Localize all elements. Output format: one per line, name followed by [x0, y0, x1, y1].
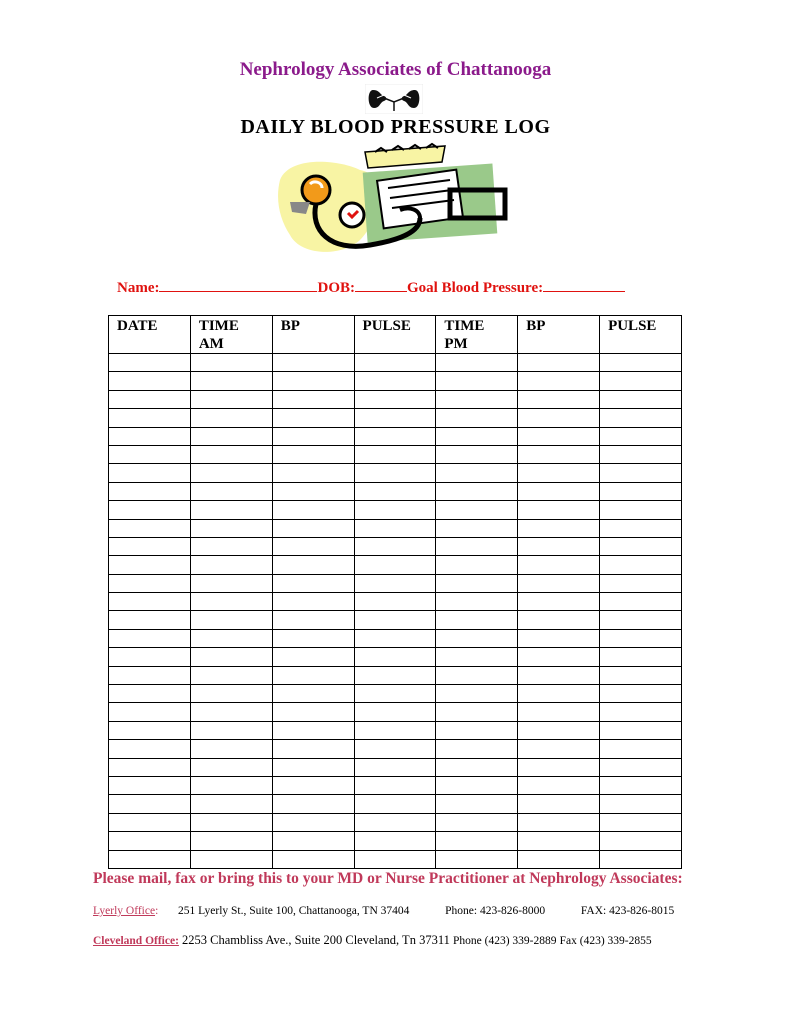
log-cell[interactable] — [354, 648, 436, 666]
log-cell[interactable] — [190, 537, 272, 555]
log-cell[interactable] — [109, 832, 191, 850]
log-cell[interactable] — [354, 574, 436, 592]
blood-pressure-log-table — [108, 315, 682, 869]
table-row — [109, 501, 682, 519]
log-cell[interactable] — [518, 703, 600, 721]
log-cell[interactable] — [190, 372, 272, 390]
log-cell[interactable] — [272, 593, 354, 611]
log-cell[interactable] — [518, 832, 600, 850]
log-cell[interactable] — [354, 850, 436, 868]
log-cell[interactable] — [272, 611, 354, 629]
log-cell[interactable] — [600, 721, 682, 739]
log-cell[interactable] — [190, 758, 272, 776]
log-cell[interactable] — [109, 519, 191, 537]
log-cell[interactable] — [436, 776, 518, 794]
table-row — [109, 758, 682, 776]
log-cell[interactable] — [109, 850, 191, 868]
log-cell[interactable] — [600, 740, 682, 758]
log-cell[interactable] — [436, 721, 518, 739]
log-cell[interactable] — [518, 445, 600, 463]
log-cell[interactable] — [600, 832, 682, 850]
log-cell[interactable] — [272, 482, 354, 500]
log-cell[interactable] — [518, 427, 600, 445]
log-cell[interactable] — [190, 501, 272, 519]
log-cell[interactable] — [190, 390, 272, 408]
log-cell[interactable] — [600, 850, 682, 868]
log-cell[interactable] — [518, 850, 600, 868]
log-cell[interactable] — [600, 427, 682, 445]
log-cell[interactable] — [272, 556, 354, 574]
log-cell[interactable] — [600, 629, 682, 647]
table-row — [109, 666, 682, 684]
table-row — [109, 703, 682, 721]
log-cell[interactable] — [109, 703, 191, 721]
log-cell[interactable] — [518, 776, 600, 794]
log-cell[interactable] — [190, 556, 272, 574]
log-cell[interactable] — [272, 574, 354, 592]
log-cell[interactable] — [600, 685, 682, 703]
log-cell[interactable] — [272, 721, 354, 739]
col-time-am-header: TIME AM — [190, 316, 272, 354]
log-cell[interactable] — [354, 795, 436, 813]
log-cell[interactable] — [354, 482, 436, 500]
table-row — [109, 593, 682, 611]
cleveland-phone: Phone (423) 339-2889 — [452, 935, 557, 947]
log-cell[interactable] — [272, 648, 354, 666]
log-cell[interactable] — [600, 519, 682, 537]
lyerly-phone: Phone: 423-826-8000 — [445, 905, 546, 917]
log-cell[interactable] — [518, 666, 600, 684]
log-cell[interactable] — [436, 501, 518, 519]
log-cell[interactable] — [436, 813, 518, 831]
log-cell[interactable] — [354, 445, 436, 463]
log-cell[interactable] — [109, 629, 191, 647]
log-cell[interactable] — [600, 758, 682, 776]
log-cell[interactable] — [436, 372, 518, 390]
organization-name: Nephrology Associates of Chattanooga — [239, 59, 552, 80]
log-cell[interactable] — [109, 776, 191, 794]
log-cell[interactable] — [436, 629, 518, 647]
log-cell[interactable] — [436, 593, 518, 611]
log-cell[interactable] — [190, 721, 272, 739]
table-row — [109, 354, 682, 372]
log-cell[interactable] — [354, 390, 436, 408]
log-cell[interactable] — [190, 464, 272, 482]
log-cell[interactable] — [600, 593, 682, 611]
log-cell[interactable] — [272, 445, 354, 463]
log-cell[interactable] — [518, 611, 600, 629]
log-cell[interactable] — [109, 354, 191, 372]
table-header-row — [109, 316, 682, 354]
log-cell[interactable] — [109, 685, 191, 703]
log-cell[interactable] — [436, 482, 518, 500]
log-cell[interactable] — [109, 409, 191, 427]
log-cell[interactable] — [354, 685, 436, 703]
log-cell[interactable] — [600, 648, 682, 666]
patient-info-fields — [117, 279, 697, 297]
log-cell[interactable] — [109, 501, 191, 519]
log-cell[interactable] — [518, 372, 600, 390]
table-row — [109, 445, 682, 463]
log-cell[interactable] — [109, 611, 191, 629]
log-cell[interactable] — [190, 776, 272, 794]
log-cell[interactable] — [354, 776, 436, 794]
log-cell[interactable] — [436, 685, 518, 703]
table-row — [109, 813, 682, 831]
log-cell[interactable] — [518, 648, 600, 666]
log-cell[interactable] — [436, 740, 518, 758]
table-row — [109, 427, 682, 445]
log-cell[interactable] — [518, 519, 600, 537]
cleveland-fax: Fax (423) 339-2855 — [559, 935, 652, 947]
table-row — [109, 795, 682, 813]
log-cell[interactable] — [518, 593, 600, 611]
col-time-pm-header: TIME PM — [436, 316, 518, 354]
log-cell[interactable] — [272, 703, 354, 721]
log-cell[interactable] — [600, 813, 682, 831]
log-cell[interactable] — [436, 537, 518, 555]
log-cell[interactable] — [109, 758, 191, 776]
log-cell[interactable] — [518, 721, 600, 739]
goal-bp-label: Goal Blood Pressure: — [406, 280, 544, 296]
log-cell[interactable] — [518, 795, 600, 813]
log-cell[interactable] — [436, 519, 518, 537]
log-cell[interactable] — [354, 758, 436, 776]
log-cell[interactable] — [518, 354, 600, 372]
goal-bp-field[interactable] — [543, 279, 625, 292]
table-row — [109, 556, 682, 574]
log-cell[interactable] — [436, 427, 518, 445]
log-cell[interactable] — [109, 482, 191, 500]
log-cell[interactable] — [272, 832, 354, 850]
log-cell[interactable] — [109, 464, 191, 482]
table-row — [109, 482, 682, 500]
log-cell[interactable] — [600, 409, 682, 427]
log-cell[interactable] — [272, 813, 354, 831]
log-cell[interactable] — [109, 445, 191, 463]
table-row — [109, 685, 682, 703]
log-cell[interactable] — [354, 372, 436, 390]
lyerly-address: 251 Lyerly St., Suite 100, Chattanooga, TN 37404 — [178, 905, 410, 917]
log-cell[interactable] — [354, 427, 436, 445]
col-pulse-am-header: PULSE — [354, 316, 436, 354]
log-cell[interactable] — [518, 740, 600, 758]
log-cell[interactable] — [354, 464, 436, 482]
lyerly-fax: FAX: 423-826-8015 — [580, 905, 675, 917]
name-label: Name: — [117, 280, 160, 296]
col-date-header: DATE — [109, 316, 191, 354]
log-cell[interactable] — [190, 666, 272, 684]
log-cell[interactable] — [109, 372, 191, 390]
log-cell[interactable] — [109, 740, 191, 758]
log-cell[interactable] — [272, 372, 354, 390]
table-row — [109, 372, 682, 390]
table-row — [109, 537, 682, 555]
log-cell[interactable] — [190, 611, 272, 629]
log-cell[interactable] — [190, 740, 272, 758]
log-cell[interactable] — [109, 666, 191, 684]
log-cell[interactable] — [190, 593, 272, 611]
log-cell[interactable] — [436, 648, 518, 666]
log-cell[interactable] — [436, 666, 518, 684]
col-bp-pm-header: BP — [518, 316, 600, 354]
log-cell[interactable] — [518, 629, 600, 647]
log-cell[interactable] — [354, 354, 436, 372]
lyerly-office-label: Lyerly Office — [93, 905, 156, 917]
log-cell[interactable] — [518, 537, 600, 555]
log-cell[interactable] — [272, 519, 354, 537]
log-cell[interactable] — [354, 721, 436, 739]
log-cell[interactable] — [600, 666, 682, 684]
log-cell[interactable] — [190, 574, 272, 592]
log-cell[interactable] — [272, 740, 354, 758]
cleveland-office-info — [93, 933, 713, 948]
log-cell[interactable] — [190, 482, 272, 500]
log-cell[interactable] — [436, 354, 518, 372]
log-cell[interactable] — [518, 556, 600, 574]
log-cell[interactable] — [518, 758, 600, 776]
log-cell[interactable] — [354, 703, 436, 721]
log-cell[interactable] — [190, 703, 272, 721]
table-row — [109, 574, 682, 592]
log-cell[interactable] — [354, 556, 436, 574]
table-row — [109, 464, 682, 482]
log-cell[interactable] — [354, 409, 436, 427]
log-cell[interactable] — [272, 758, 354, 776]
log-cell[interactable] — [436, 409, 518, 427]
log-cell[interactable] — [190, 427, 272, 445]
log-cell[interactable] — [436, 703, 518, 721]
log-cell[interactable] — [354, 537, 436, 555]
log-cell[interactable] — [190, 354, 272, 372]
log-cell[interactable] — [518, 501, 600, 519]
page-title: DAILY BLOOD PRESSURE LOG — [240, 116, 551, 138]
col-pulse-pm-header: PULSE — [600, 316, 682, 354]
log-cell[interactable] — [190, 795, 272, 813]
log-cell[interactable] — [190, 850, 272, 868]
log-cell[interactable] — [518, 390, 600, 408]
log-cell[interactable] — [600, 574, 682, 592]
log-cell[interactable] — [272, 464, 354, 482]
log-cell[interactable] — [109, 556, 191, 574]
kidneys-logo-icon — [365, 84, 423, 114]
log-cell[interactable] — [272, 537, 354, 555]
log-cell[interactable] — [109, 593, 191, 611]
log-cell[interactable] — [272, 850, 354, 868]
log-cell[interactable] — [600, 703, 682, 721]
log-cell[interactable] — [436, 464, 518, 482]
log-cell[interactable] — [354, 593, 436, 611]
table-row — [109, 721, 682, 739]
log-cell[interactable] — [354, 666, 436, 684]
log-cell[interactable] — [354, 813, 436, 831]
log-cell[interactable] — [436, 390, 518, 408]
log-cell[interactable] — [109, 795, 191, 813]
log-cell[interactable] — [190, 445, 272, 463]
log-cell[interactable] — [272, 390, 354, 408]
log-cell[interactable] — [600, 464, 682, 482]
log-cell[interactable] — [518, 813, 600, 831]
log-cell[interactable] — [436, 611, 518, 629]
table-row — [109, 390, 682, 408]
log-cell[interactable] — [109, 721, 191, 739]
log-cell[interactable] — [436, 832, 518, 850]
table-row — [109, 519, 682, 537]
log-cell[interactable] — [436, 758, 518, 776]
log-cell[interactable] — [518, 409, 600, 427]
log-cell[interactable] — [354, 832, 436, 850]
log-cell[interactable] — [436, 850, 518, 868]
log-cell[interactable] — [109, 648, 191, 666]
log-cell[interactable] — [272, 685, 354, 703]
log-cell[interactable] — [600, 795, 682, 813]
log-cell[interactable] — [518, 482, 600, 500]
log-cell[interactable] — [190, 648, 272, 666]
log-cell[interactable] — [272, 776, 354, 794]
log-cell[interactable] — [600, 611, 682, 629]
log-cell[interactable] — [436, 556, 518, 574]
log-cell[interactable] — [272, 666, 354, 684]
log-cell[interactable] — [272, 795, 354, 813]
log-cell[interactable] — [354, 501, 436, 519]
log-cell[interactable] — [600, 501, 682, 519]
log-cell[interactable] — [190, 832, 272, 850]
log-cell[interactable] — [436, 795, 518, 813]
dob-field[interactable] — [355, 279, 407, 292]
log-cell[interactable] — [600, 556, 682, 574]
table-row — [109, 611, 682, 629]
log-cell[interactable] — [109, 574, 191, 592]
table-row — [109, 850, 682, 868]
lyerly-office-info: Lyerly Office: 251 Lyerly St., Suite 100, Chattanooga, TN 37404 Phone: 423-826-8000 FAX: 423-826-8015 — [93, 905, 675, 917]
log-cell[interactable] — [190, 409, 272, 427]
log-cell[interactable] — [600, 372, 682, 390]
log-cell[interactable] — [272, 409, 354, 427]
log-cell[interactable] — [354, 629, 436, 647]
log-cell[interactable] — [600, 776, 682, 794]
blood-pressure-cuff-clipart — [270, 140, 520, 260]
log-cell[interactable] — [600, 354, 682, 372]
col-bp-am-header: BP — [272, 316, 354, 354]
table-row — [109, 629, 682, 647]
log-cell[interactable] — [109, 390, 191, 408]
log-cell[interactable] — [354, 740, 436, 758]
log-cell[interactable] — [436, 574, 518, 592]
name-field[interactable] — [159, 279, 317, 292]
log-cell[interactable] — [272, 501, 354, 519]
log-cell[interactable] — [109, 813, 191, 831]
table-row — [109, 740, 682, 758]
table-row — [109, 648, 682, 666]
log-cell[interactable] — [109, 427, 191, 445]
log-cell[interactable] — [190, 813, 272, 831]
log-cell[interactable] — [518, 464, 600, 482]
log-cell[interactable] — [272, 629, 354, 647]
mail-instructions: Please mail, fax or bring this to your MD or Nurse Practitioner at Nephrology Associates: — [93, 870, 683, 887]
dob-label: DOB: — [317, 280, 355, 296]
log-cell[interactable] — [600, 537, 682, 555]
log-cell[interactable] — [436, 445, 518, 463]
log-cell[interactable] — [109, 537, 191, 555]
log-cell[interactable] — [354, 611, 436, 629]
log-cell[interactable] — [190, 685, 272, 703]
log-cell[interactable] — [600, 445, 682, 463]
table-row — [109, 832, 682, 850]
log-cell[interactable] — [272, 354, 354, 372]
table-row — [109, 776, 682, 794]
cleveland-address: 2253 Chambliss Ave., Suite 200 Cleveland, Tn 37311 — [182, 933, 450, 947]
table-row — [109, 409, 682, 427]
log-cell[interactable] — [272, 427, 354, 445]
cleveland-office-label: Cleveland Office: — [93, 935, 179, 947]
log-cell[interactable] — [600, 390, 682, 408]
log-cell[interactable] — [354, 519, 436, 537]
log-cell[interactable] — [518, 574, 600, 592]
log-cell[interactable] — [190, 519, 272, 537]
log-cell[interactable] — [518, 685, 600, 703]
log-cell[interactable] — [600, 482, 682, 500]
log-cell[interactable] — [190, 629, 272, 647]
